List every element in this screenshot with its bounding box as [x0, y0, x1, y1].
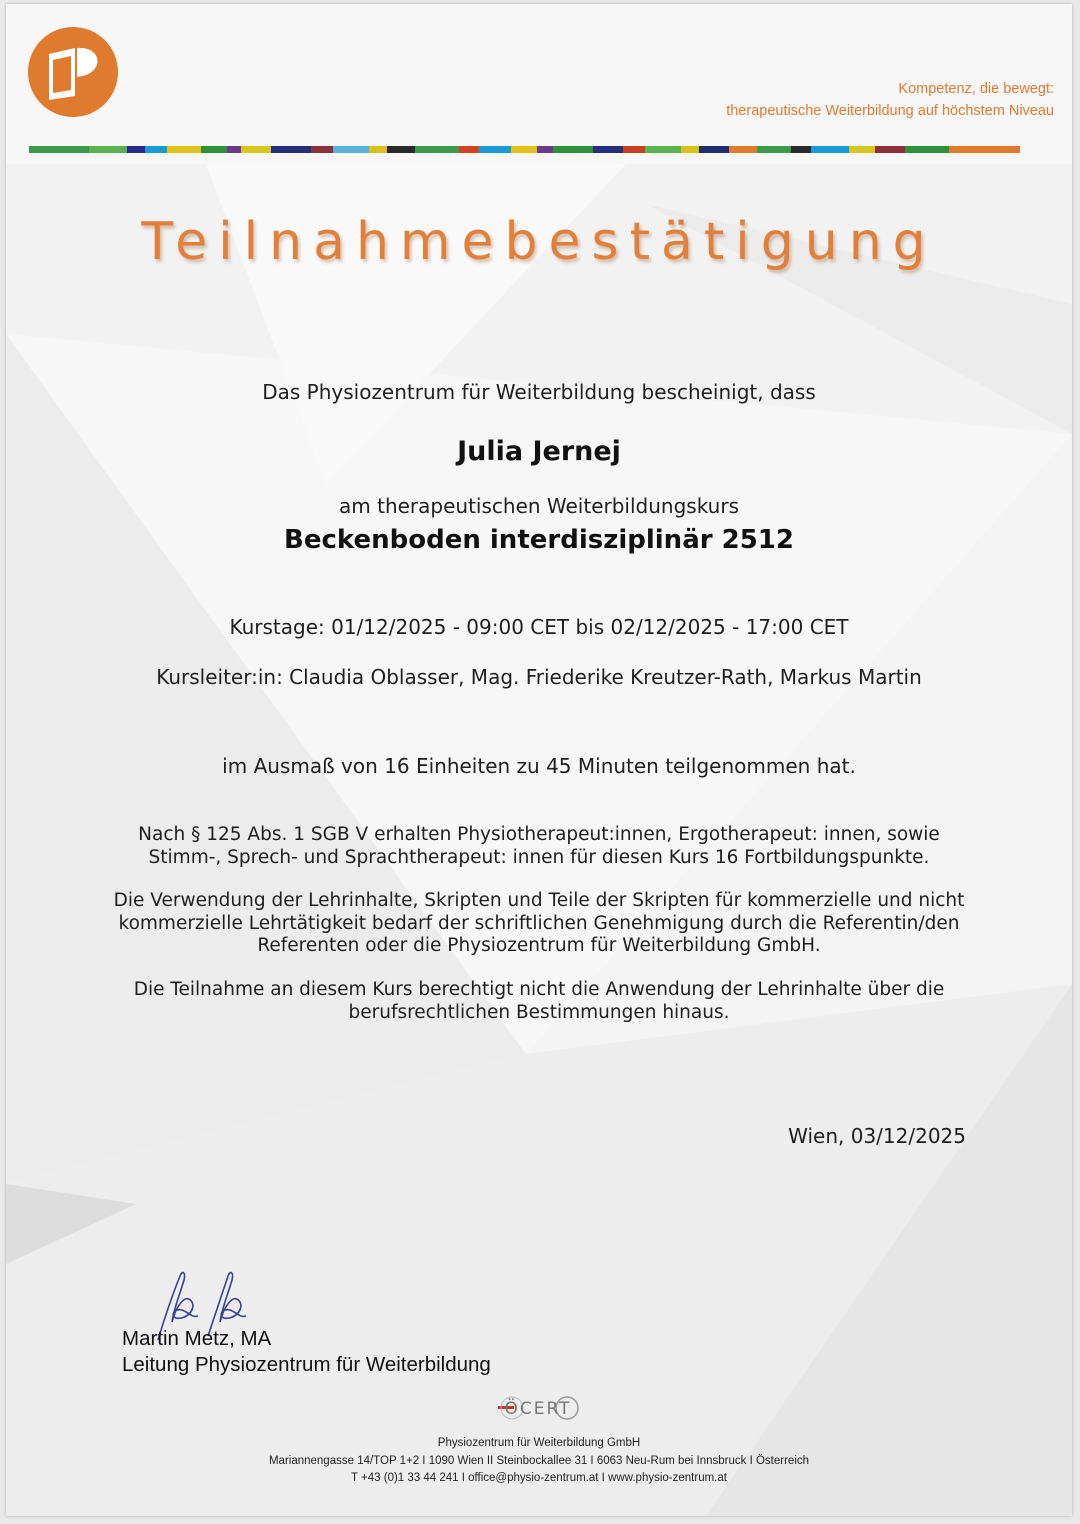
stripe-segment [369, 146, 387, 153]
stripe-segment [333, 146, 369, 153]
stripe-segment [699, 146, 729, 153]
certificate-page [6, 4, 1072, 1516]
stripe-segment [537, 146, 553, 153]
document-title: Teilnahmebestätigung [141, 212, 937, 272]
stripe-segment [201, 146, 227, 153]
place-date: Wien, 03/12/2025 [788, 1124, 966, 1148]
stripe-segment [729, 146, 757, 153]
stripe-segment [875, 146, 905, 153]
stripe-segment [387, 146, 415, 153]
signer-role: Leitung Physiozentrum für Weiterbildung [122, 1353, 491, 1376]
course-days: Kurstage: 01/12/2025 - 09:00 CET bis 02/12/2025 - 17:00 CET [229, 615, 849, 639]
tagline-line-2: therapeutische Weiterbildung auf höchstem Niveau [726, 103, 1054, 119]
footer-contact: T +43 (0)1 33 44 241 I office@physio-zentrum.at I www.physio-zentrum.at [351, 1472, 727, 1484]
signer-block [122, 1326, 491, 1378]
stripe-segment [757, 146, 791, 153]
stripe-segment [949, 146, 1020, 153]
training-points-paragraph [6, 824, 1072, 869]
paragraph-line: Stimm-, Sprech- und Sprachtherapeut: innen für diesen Kurs 16 Fortbildungspunkte. [148, 846, 930, 868]
stripe-segment [227, 146, 241, 153]
stripe-segment [167, 146, 201, 153]
stripe-segment [145, 146, 167, 153]
paragraph-line: Die Verwendung der Lehrinhalte, Skripten und Teile der Skripten für kommerzielle und nicht [113, 890, 965, 911]
color-stripe [29, 146, 1055, 153]
stripe-segment [511, 146, 537, 153]
stripe-segment [89, 146, 127, 153]
course-name: Beckenboden interdisziplinär 2512 [284, 525, 794, 555]
tagline-line-1: Kompetenz, die bewegt: [898, 81, 1054, 97]
footer [6, 1435, 1072, 1488]
paragraph-line: Referenten oder die Physiozentrum für Weiterbildung GmbH. [257, 935, 821, 956]
stripe-segment [271, 146, 311, 153]
brand-logo [27, 26, 119, 118]
stripe-segment [681, 146, 699, 153]
intro-text: Das Physiozentrum für Weiterbildung bescheinigt, dass [262, 380, 816, 404]
stripe-segment [311, 146, 333, 153]
stripe-segment [623, 146, 645, 153]
footer-addresses: Mariannengasse 14/TOP 1+2 I 1090 Wien II Steinbockallee 31 I 6063 Neu-Rum bei Innsbruck I Österreich [268, 1454, 810, 1467]
paragraph-line: berufsrechtlichen Bestimmungen hinaus. [348, 1001, 730, 1023]
stripe-segment [29, 146, 89, 153]
stripe-segment [459, 146, 479, 153]
paragraph-line: Nach § 125 Abs. 1 SGB V erhalten Physiotherapeut:innen, Ergotherapeut: innen, sowie [138, 824, 940, 845]
oecert-seal [496, 1394, 580, 1422]
stripe-segment [905, 146, 949, 153]
stripe-segment [849, 146, 875, 153]
scope-paragraph [6, 979, 1072, 1024]
course-intro: am therapeutischen Weiterbildungskurs [339, 494, 739, 518]
usage-paragraph [6, 890, 1072, 958]
course-instructors: Kursleiter:in: Claudia Oblasser, Mag. Friederike Kreutzer-Rath, Markus Martin [156, 665, 922, 689]
stripe-segment [241, 146, 271, 153]
stripe-segment [479, 146, 511, 153]
stripe-segment [645, 146, 681, 153]
course-extent: im Ausmaß von 16 Einheiten zu 45 Minuten teilgenommen hat. [222, 754, 856, 778]
stripe-segment [791, 146, 811, 153]
participant-name: Julia Jernej [457, 436, 621, 467]
paragraph-line: kommerzielle Lehrtätigkeit bedarf der schriftlichen Genehmigung durch die Referentin/den [118, 912, 960, 934]
stripe-segment [127, 146, 145, 153]
stripe-segment [553, 146, 593, 153]
stripe-segment [593, 146, 623, 153]
seal-text: ÖCERT [504, 1399, 572, 1419]
footer-company: Physiozentrum für Weiterbildung GmbH [437, 1437, 641, 1449]
signer-name: Martin Metz, MA [122, 1327, 272, 1350]
stripe-segment [415, 146, 459, 153]
brand-tagline [726, 78, 1054, 122]
stripe-segment [811, 146, 849, 153]
paragraph-line: Die Teilnahme an diesem Kurs berechtigt nicht die Anwendung der Lehrinhalte über die [133, 979, 945, 1000]
